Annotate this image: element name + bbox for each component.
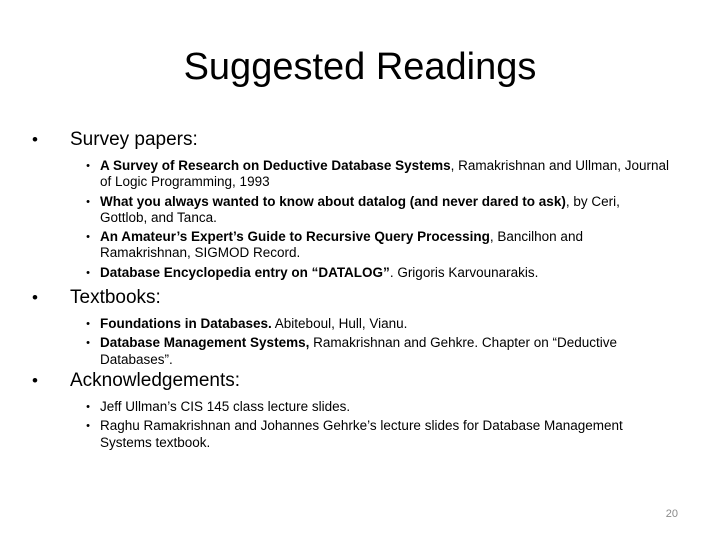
list-item [30,229,690,262]
reading-details: Jeff Ullman’s CIS 145 class lecture slides. [100,399,351,414]
section-heading-text: Survey papers: [70,129,198,150]
reading-title: What you always wanted to know about datalog (and never dared to ask) [100,193,566,209]
bullet-icon: • [86,266,90,279]
section-textbooks [30,286,690,371]
section-heading-text: Acknowledgements: [70,370,241,391]
list-item [30,265,690,281]
section-survey-papers [30,128,690,284]
bullet-icon: • [32,288,38,307]
reading-title: Database Management Systems, [100,335,310,351]
reading-list [30,158,690,281]
bullet-icon: • [86,231,90,244]
bullet-icon: • [86,420,90,433]
reading-title: A Survey of Research on Deductive Database Systems [100,158,451,173]
reading-details: . Grigoris Karvounarakis. [389,264,539,280]
bullet-icon: • [86,195,90,208]
section-heading [30,128,690,152]
section-heading-text: Textbooks: [70,287,161,308]
reading-list [30,316,690,368]
section-heading [30,369,690,393]
list-item [30,418,690,451]
reading-details: , by Ceri, Gottlob, and Tanca. [100,193,620,225]
reading-title: Database Encyclopedia entry on “DATALOG” [100,264,390,280]
section-heading [30,286,690,310]
slide-title: Suggested Readings [183,46,537,88]
reading-details: Ramakrishnan and Gehkre. Chapter on “Deductive Databases”. [100,335,618,367]
section-acknowledgements [30,369,690,454]
reading-details: Abiteboul, Hull, Vianu. [271,316,408,331]
list-item [30,194,690,227]
list-item [30,335,690,368]
bullet-icon: • [86,401,90,413]
reading-title: An Amateur’s Expert’s Guide to Recursive Query Processing [100,229,490,245]
bullet-icon: • [86,318,90,330]
list-item [30,158,690,191]
reading-details: Raghu Ramakrishnan and Johannes Gehrke’s lecture slides for Database Management Systems textbook. [100,418,623,450]
bullet-icon: • [32,130,38,149]
page-number: 20 [665,508,678,520]
list-item [30,399,690,415]
bullet-icon: • [32,371,38,390]
reading-details: , Bancilhon and Ramakrishnan, SIGMOD Record. [100,229,583,261]
reading-details: , Ramakrishnan and Ullman, Journal of Logic Programming, 1993 [100,158,670,190]
reading-title: Foundations in Databases. [100,316,272,331]
list-item [30,316,690,332]
reading-list [30,399,690,451]
bullet-icon: • [86,160,90,172]
bullet-icon: • [86,337,90,350]
